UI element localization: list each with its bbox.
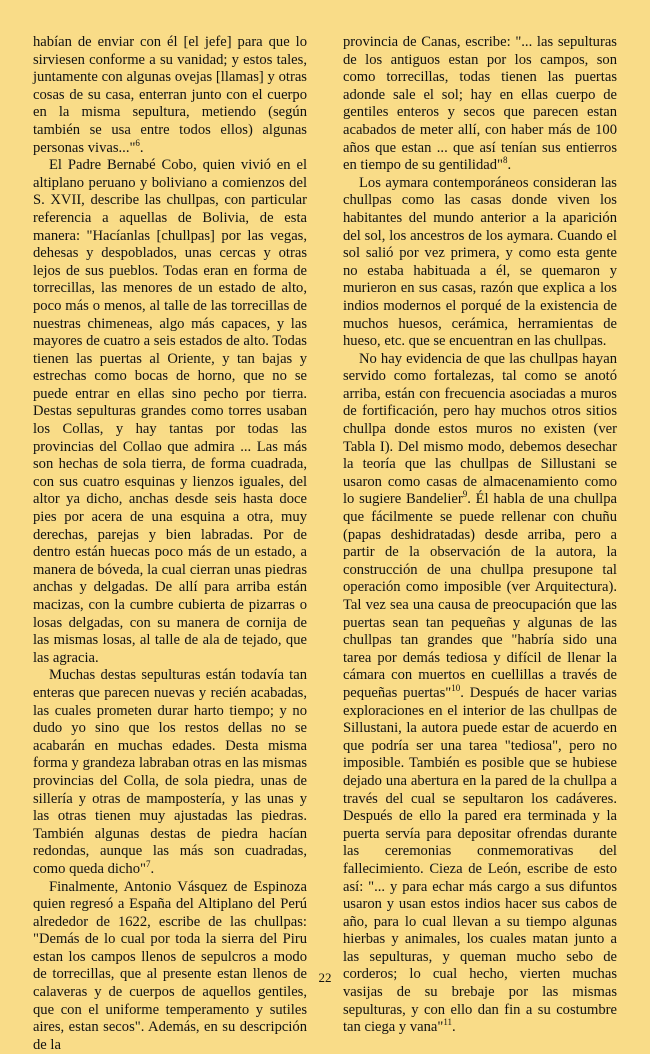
paragraph-text: Los aymara contemporáneos consideran las chullpas como las casas donde viven los habitantes del mundo anterior a la aparición del sol, los ancestros de los aymara. Cuando el sol salió por vez primera, y como esta gente no estaba habituada a él, se quemaron y murieron en sus casas, razón que explica a los indios modernos el porqué de la existencia de muchos huesos, cerámica, herramientas de hueso, etc. que se encuentran en las chullpas. [343,175,617,349]
footnote-reference: 6 [135,138,140,148]
paragraph-end: . [150,861,154,877]
paragraph [343,175,617,351]
page-number: 22 [0,970,650,986]
paragraph-text: . Él habla de una chullpa que fácilmente se puede rellenar con chuñu (papas deshidratadas) desde arriba, pero a partir de la observación de la autora, la construcción de una chullpa presupone tal operación como imposible (ver Arquitectura). Tal vez sea una causa de preocupación que las puertas sean tan pequeñas y algunas de las chullpas tan grandes que "habría sido una tarea por demás tediosa y difícil de llenar la cámara con muertos en cuellillas a través de pequeñas puertas" [343,491,617,701]
paragraph [33,157,307,667]
right-column [343,34,617,1037]
paragraph [33,667,307,878]
footnote-reference: 11 [443,1017,452,1027]
paragraph [33,34,307,157]
left-column [33,34,307,1054]
paragraph-text: provincia de Canas, escribe: "... las sepulturas de los antiguos estan por los campos, son como torrecillas, todas tienen las puertas adonde sale el sol; hay en ellas cuerpo de gentiles enteros y secos que parecen estan acabados de meter allí, con haber más de 100 años que estan ... que así tenían sus entierros en tiempo de su gentilidad" [343,34,617,173]
paragraph-end: . [452,1019,456,1035]
paragraph-end: . [140,140,144,156]
paragraph-text: No hay evidencia de que las chullpas hayan servido como fortalezas, tal como se anotó arriba, están con frecuencia asociadas a muros de fortificación, pero hay muchos otros sitios chullpa donde estos muros no existen (ver Tabla I). Del mismo modo, debemos desechar la teoría que las chullpas de Sillustani se usaron como casas de almacenamiento como lo sugiere Bandelier [343,351,617,508]
paragraph [343,34,617,175]
footnote-reference: 9 [463,490,468,500]
paragraph-text: El Padre Bernabé Cobo, quien vivió en el altiplano peruano y boliviano a comienzos del S. XVII, describe las chullpas, con particular referencia a aquellas de Bolivia, de esta manera: "Hacíanlas [chullpas] por las vegas, dehesas y despoblados, unas cercas y otras lejos de sus pueblos. Todas eran en forma de torrecillas, las menores de un estado de alto, poco más o menos, al talle de las torrecillas de nuestras chimeneas, algo más capaces, y las mayores de cuatro a seis estados de alto. Todas tienen las puertas al Oriente, y tan bajas y estrechas como bocas de horno, que no se puede entrar en ellas sino pecho por tierra. Destas sepulturas grandes como torres usaban los Collas, y hay tantas por todas las provincias del Collao que admira ... Las más son hechas de sola tierra, de forma cuadrada, con sus cuatro esquinas y lienzos iguales, del altor ya dicho, anchas desde seis hasta doce pies por acera de una esquina a otra, muy derechas, parejas y bien labradas. Por de dentro están huecas poco más de un estado, a manera de bóveda, la cual cierran unas piedras anchas y delgadas. De allí para arriba están macizas, con la cumbre cubierta de pizarras o losas delgadas, con su manera de cornija de las mismas losas, al talle de ala de tejado, que las agracia. [33,157,307,666]
paragraph [343,351,617,1037]
paragraph [33,879,307,1054]
paragraph-text: habían de enviar con él [el jefe] para que lo sirviesen conforme a su vanidad; y estos tales, juntamente con algunas ovejas [llamas] y otras cosas de su casa, enterran junto con el cuerpo en la misma sepultura, metiendo (según también se usa entre todos ellos) algunas personas vivas..." [33,34,307,156]
paragraph-end: . [507,157,511,173]
paragraph-text: Muchas destas sepulturas están todavía tan enteras que parecen nuevas y recién acabadas, las cuales prometen durar harto tiempo; y no dudo yo sino que los restos dellas no se acabarán en muchas edades. Desta misma forma y grandeza labraban otras en las mismas provincias del Colla, de sola piedra, unas de sillería y otras de mampostería, y las unas y las otras tienen muy ajustadas las piedras. También algunas destas de piedra hacían redondas, aunque las más son cuadradas, como queda dicho" [33,667,307,877]
footnote-reference: 10 [451,683,460,693]
paragraph-text: . Después de hacer varias exploraciones en el interior de las chullpas de Sillustani, la autora puede estar de acuerdo en que podría ser una tarea "tediosa", pero no imposible. También es posible que se hubiese dejado una abertura en la pared de la chullpa a través del cual se sepultaron los cadáveres. Después de ello la pared era terminada y la puerta servía para depositar ofrendas durante las ceremonias conmemorativas del fallecimiento. Cieza de León, escribe de esto así: "... y para echar más cargo a sus difuntos usaron y usan estos indios hacer sus cabos de año, para lo cual llevan a su tiempo algunas hierbas y animales, los cuales matan junto a las sepulturas, y queman mucho sebo de corderos; lo cual hecho, vierten muchas vasijas de su brebaje por las mismas sepulturas, y con ello dan fin a su costumbre tan ciega y vana" [343,685,617,1035]
footnote-reference: 8 [503,155,508,165]
footnote-reference: 7 [146,859,151,869]
paragraph-text: Finalmente, Antonio Vásquez de Espinoza quien regresó a España del Altiplano del Perú alrededor de 1622, escribe de las chullpas: "Demás de lo cual por toda la sierra del Piru estan los campos llenos de sepulcros a modo de torrecillas, que al presente estan llenos de calaveras y de cuerpos de aquellos gentiles, que con el uniforme temperamento y sutiles aires, estan secos". Además, en su descripción de la [33,879,307,1053]
